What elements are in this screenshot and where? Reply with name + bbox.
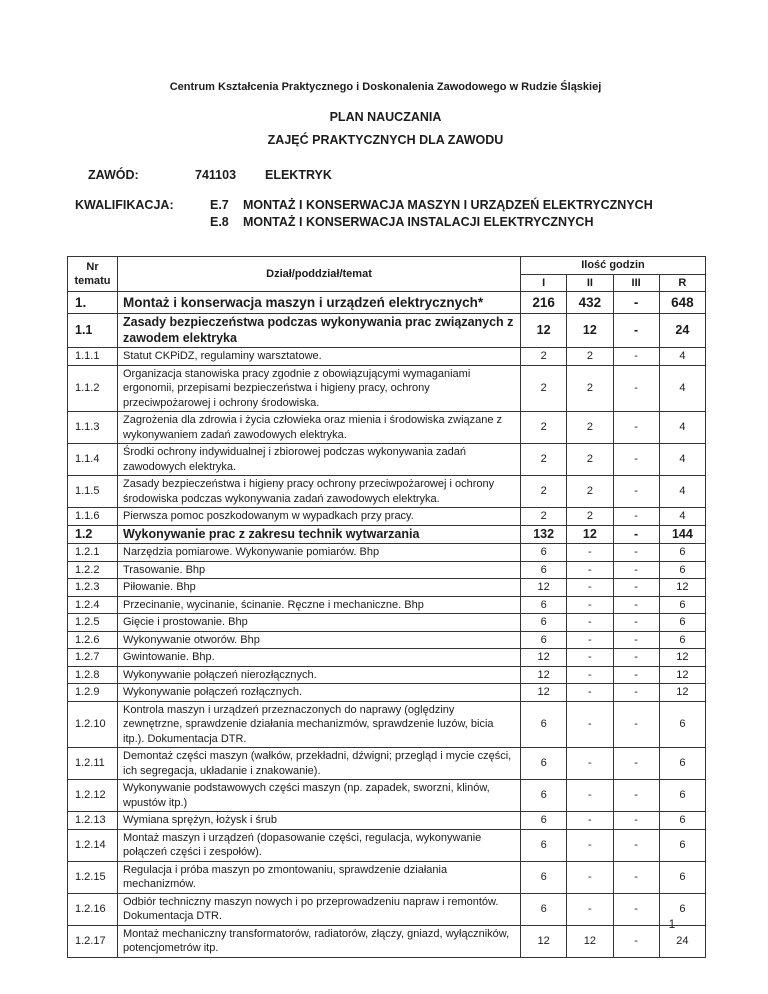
- row-hours-total: 4: [659, 412, 705, 444]
- row-nr: 1.1.6: [68, 508, 118, 526]
- row-hours-sem2: 12: [567, 314, 613, 348]
- row-hours-sem2: -: [567, 812, 613, 830]
- row-nr: 1.2.9: [68, 684, 118, 702]
- row-hours-sem3: -: [613, 314, 659, 348]
- row-hours-total: 6: [659, 544, 705, 562]
- table-row: [68, 893, 706, 925]
- institution-name: Centrum Kształcenia Praktycznego i Doskonalenia Zawodowego w Rudzie Śląskiej: [169, 81, 602, 93]
- profession-name: ELEKTRYK: [265, 168, 332, 182]
- row-hours-sem3: -: [613, 365, 659, 412]
- row-topic: Wykonywanie połączeń nierozłącznych.: [118, 666, 521, 684]
- row-topic: Kontrola maszyn i urządzeń przeznaczonych do naprawy (oględziny zewnętrzne, sprawdzenie działania mechanizmów, sprawdzenie luzów, bicia itp.). Dokumentacja DTR.: [118, 701, 521, 748]
- table-row: [68, 444, 706, 476]
- row-hours-total: 6: [659, 780, 705, 812]
- table-row: [68, 631, 706, 649]
- row-hours-sem1: 6: [521, 812, 567, 830]
- row-topic: Wykonywanie prac z zakresu technik wytwarzania: [118, 525, 521, 544]
- row-topic: Narzędzia pomiarowe. Wykonywanie pomiarów. Bhp: [118, 544, 521, 562]
- profession-line: [88, 168, 332, 182]
- row-nr: 1.2.1: [68, 544, 118, 562]
- row-hours-sem3: -: [613, 829, 659, 861]
- row-hours-sem1: 12: [521, 579, 567, 597]
- row-hours-sem2: -: [567, 701, 613, 748]
- row-hours-sem3: -: [613, 596, 659, 614]
- row-topic: Piłowanie. Bhp: [118, 579, 521, 597]
- row-hours-total: 4: [659, 508, 705, 526]
- row-nr: 1.2.11: [68, 748, 118, 780]
- row-hours-sem1: 6: [521, 893, 567, 925]
- qualification-code: E.8: [210, 215, 229, 229]
- row-hours-sem1: 12: [521, 925, 567, 957]
- row-hours-sem1: 6: [521, 631, 567, 649]
- row-topic: Środki ochrony indywidualnej i zbiorowej podczas wykonywania zadań zawodowych elektryka.: [118, 444, 521, 476]
- row-hours-total: 4: [659, 444, 705, 476]
- row-nr: 1.1.5: [68, 476, 118, 508]
- table-row: [68, 614, 706, 632]
- row-nr: 1.2.10: [68, 701, 118, 748]
- row-topic: Pierwsza pomoc poszkodowanym w wypadkach przy pracy.: [118, 508, 521, 526]
- row-hours-sem3: -: [613, 701, 659, 748]
- row-nr: 1.2.6: [68, 631, 118, 649]
- row-hours-total: 6: [659, 701, 705, 748]
- table-row: [68, 684, 706, 702]
- row-hours-sem2: -: [567, 649, 613, 667]
- row-nr: 1.2.2: [68, 561, 118, 579]
- row-topic: Wykonywanie połączeń rozłącznych.: [118, 684, 521, 702]
- row-topic: Regulacja i próba maszyn po zmontowaniu, sprawdzenie działania mechanizmów.: [118, 861, 521, 893]
- row-hours-sem2: -: [567, 579, 613, 597]
- table-row: [68, 561, 706, 579]
- row-nr: 1.2.13: [68, 812, 118, 830]
- row-hours-total: 12: [659, 579, 705, 597]
- table-row: [68, 348, 706, 366]
- row-topic: Zasady bezpieczeństwa i higieny pracy ochrony przeciwpożarowej i ochrony środowiska podczas wykonywania zadań zawodowych elektryka.: [118, 476, 521, 508]
- row-hours-sem1: 2: [521, 365, 567, 412]
- row-topic: Zagrożenia dla zdrowia i życia człowieka oraz mienia i środowiska związane z wykonywaniem zadań zawodowych elektryka.: [118, 412, 521, 444]
- row-hours-sem3: -: [613, 508, 659, 526]
- table-row: [68, 365, 706, 412]
- row-nr: 1.2.15: [68, 861, 118, 893]
- row-hours-sem2: 2: [567, 348, 613, 366]
- row-hours-sem3: -: [613, 348, 659, 366]
- row-hours-sem2: -: [567, 631, 613, 649]
- row-hours-total: 6: [659, 631, 705, 649]
- row-hours-sem1: 6: [521, 829, 567, 861]
- table-row: [68, 579, 706, 597]
- row-hours-sem2: -: [567, 684, 613, 702]
- row-hours-sem2: 2: [567, 365, 613, 412]
- plan-table: [67, 256, 706, 958]
- row-nr: 1.2.12: [68, 780, 118, 812]
- row-hours-sem3: -: [613, 748, 659, 780]
- row-hours-total: 6: [659, 861, 705, 893]
- qualifications-block: [75, 198, 653, 229]
- table-row: [68, 476, 706, 508]
- row-hours-sem2: -: [567, 780, 613, 812]
- row-topic: Montaż mechaniczny transformatorów, radiatorów, złączy, gniazd, wyłączników, potencjometrów itp.: [118, 925, 521, 957]
- plan-table-body: [68, 292, 706, 958]
- row-hours-sem1: 2: [521, 508, 567, 526]
- row-hours-total: 6: [659, 829, 705, 861]
- table-row: [68, 925, 706, 957]
- row-topic: Organizacja stanowiska pracy zgodnie z obowiązującymi wymaganiami ergonomii, przepisami bezpieczeństwa i higieny pracy, ochrony przeciwpożarowej i ochrony środowiska.: [118, 365, 521, 412]
- row-nr: 1.2.4: [68, 596, 118, 614]
- row-hours-sem3: -: [613, 525, 659, 544]
- table-row: [68, 292, 706, 314]
- row-hours-total: 6: [659, 748, 705, 780]
- row-hours-sem1: 12: [521, 649, 567, 667]
- row-hours-total: 6: [659, 812, 705, 830]
- row-nr: 1.2.16: [68, 893, 118, 925]
- row-hours-sem2: 2: [567, 412, 613, 444]
- row-hours-sem2: 12: [567, 525, 613, 544]
- row-hours-sem2: -: [567, 614, 613, 632]
- row-hours-sem3: -: [613, 631, 659, 649]
- row-topic: Wykonywanie otworów. Bhp: [118, 631, 521, 649]
- row-hours-sem2: -: [567, 561, 613, 579]
- row-hours-sem1: 6: [521, 596, 567, 614]
- row-hours-sem3: -: [613, 476, 659, 508]
- row-hours-sem2: -: [567, 544, 613, 562]
- row-hours-sem1: 6: [521, 701, 567, 748]
- profession-label: ZAWÓD:: [88, 168, 139, 182]
- row-hours-sem3: -: [613, 684, 659, 702]
- row-topic: Montaż i konserwacja maszyn i urządzeń elektrycznych*: [118, 292, 521, 314]
- row-hours-sem1: 2: [521, 476, 567, 508]
- column-header-sem2: II: [567, 274, 613, 292]
- column-header-sem3: III: [613, 274, 659, 292]
- row-hours-sem1: 6: [521, 614, 567, 632]
- row-hours-sem2: -: [567, 666, 613, 684]
- row-hours-sem1: 132: [521, 525, 567, 544]
- document-title: PLAN NAUCZANIA: [329, 110, 442, 124]
- row-hours-sem1: 2: [521, 412, 567, 444]
- row-nr: 1.1.3: [68, 412, 118, 444]
- row-hours-sem3: -: [613, 444, 659, 476]
- row-hours-sem3: -: [613, 925, 659, 957]
- row-hours-sem1: 2: [521, 444, 567, 476]
- row-hours-sem3: -: [613, 649, 659, 667]
- row-nr: 1.2.17: [68, 925, 118, 957]
- row-hours-sem1: 12: [521, 684, 567, 702]
- row-nr: 1.2.5: [68, 614, 118, 632]
- row-hours-sem1: 6: [521, 748, 567, 780]
- row-hours-sem2: 432: [567, 292, 613, 314]
- row-nr: 1.1.4: [68, 444, 118, 476]
- table-row: [68, 649, 706, 667]
- table-row: [68, 525, 706, 544]
- row-nr: 1.2: [68, 525, 118, 544]
- table-row: [68, 861, 706, 893]
- row-hours-sem2: -: [567, 829, 613, 861]
- row-hours-sem2: 2: [567, 476, 613, 508]
- table-row: [68, 748, 706, 780]
- row-hours-sem1: 6: [521, 861, 567, 893]
- document-subtitle: ZAJĘĆ PRAKTYCZNYCH DLA ZAWODU: [267, 133, 504, 147]
- column-header-total: R: [659, 274, 705, 292]
- row-hours-sem1: 12: [521, 666, 567, 684]
- qualification-label: KWALIFIKACJA:: [75, 198, 174, 212]
- row-topic: Zasady bezpieczeństwa podczas wykonywania prac związanych z zawodem elektryka: [118, 314, 521, 348]
- row-hours-sem2: -: [567, 893, 613, 925]
- row-hours-total: 6: [659, 893, 705, 925]
- row-hours-total: 648: [659, 292, 705, 314]
- column-header-hours-group: Ilość godzin: [521, 257, 706, 275]
- table-row: [68, 666, 706, 684]
- row-hours-total: 4: [659, 348, 705, 366]
- row-topic: Wymiana sprężyn, łożysk i śrub: [118, 812, 521, 830]
- table-row: [68, 508, 706, 526]
- row-hours-sem1: 216: [521, 292, 567, 314]
- row-hours-sem2: -: [567, 748, 613, 780]
- row-nr: 1.: [68, 292, 118, 314]
- row-hours-sem3: -: [613, 614, 659, 632]
- row-hours-total: 6: [659, 596, 705, 614]
- profession-code: 741103: [195, 168, 237, 182]
- row-nr: 1.1.2: [68, 365, 118, 412]
- row-hours-sem3: -: [613, 812, 659, 830]
- row-hours-sem3: -: [613, 579, 659, 597]
- table-row: [68, 701, 706, 748]
- row-topic: Trasowanie. Bhp: [118, 561, 521, 579]
- row-hours-total: 144: [659, 525, 705, 544]
- row-hours-sem3: -: [613, 292, 659, 314]
- row-nr: 1.2.8: [68, 666, 118, 684]
- row-hours-sem1: 6: [521, 561, 567, 579]
- row-topic: Montaż maszyn i urządzeń (dopasowanie części, regulacja, wykonywanie połączeń części i zespołów).: [118, 829, 521, 861]
- table-row: [68, 780, 706, 812]
- row-hours-sem3: -: [613, 780, 659, 812]
- row-hours-sem3: -: [613, 666, 659, 684]
- table-row: [68, 412, 706, 444]
- qualification-name: MONTAŻ I KONSERWACJA MASZYN I URZĄDZEŃ ELEKTRYCZNYCH: [243, 198, 653, 212]
- row-hours-total: 4: [659, 476, 705, 508]
- row-nr: 1.2.7: [68, 649, 118, 667]
- page-number: 1: [668, 919, 676, 931]
- row-topic: Demontaż części maszyn (wałków, przekładni, dźwigni; przegląd i mycie części, ich segregacja, układanie i znakowanie).: [118, 748, 521, 780]
- row-hours-sem1: 6: [521, 780, 567, 812]
- qualification-code: E.7: [210, 198, 229, 212]
- table-row: [68, 314, 706, 348]
- column-header-topic: Dział/poddział/temat: [118, 257, 521, 292]
- column-header-nr: Nr tematu: [68, 257, 118, 292]
- row-hours-sem2: -: [567, 596, 613, 614]
- row-nr: 1.2.3: [68, 579, 118, 597]
- row-topic: Wykonywanie podstawowych części maszyn (np. zapadek, sworzni, klinów, wpustów itp.): [118, 780, 521, 812]
- row-hours-total: 12: [659, 649, 705, 667]
- row-hours-total: 6: [659, 614, 705, 632]
- table-row: [68, 544, 706, 562]
- row-hours-sem1: 2: [521, 348, 567, 366]
- row-hours-sem2: -: [567, 861, 613, 893]
- table-row: [68, 812, 706, 830]
- row-topic: Gwintowanie. Bhp.: [118, 649, 521, 667]
- row-topic: Odbiór techniczny maszyn nowych i po przeprowadzeniu napraw i remontów. Dokumentacja DTR.: [118, 893, 521, 925]
- row-topic: Przecinanie, wycinanie, ścinanie. Ręczne i mechaniczne. Bhp: [118, 596, 521, 614]
- row-topic: Gięcie i prostowanie. Bhp: [118, 614, 521, 632]
- row-hours-sem1: 6: [521, 544, 567, 562]
- row-hours-total: 6: [659, 561, 705, 579]
- row-hours-sem2: 2: [567, 444, 613, 476]
- row-hours-sem3: -: [613, 561, 659, 579]
- row-hours-sem3: -: [613, 412, 659, 444]
- row-hours-sem1: 12: [521, 314, 567, 348]
- qualification-name: MONTAŻ I KONSERWACJA INSTALACJI ELEKTRYCZNYCH: [243, 215, 594, 229]
- row-nr: 1.1.1: [68, 348, 118, 366]
- column-header-sem1: I: [521, 274, 567, 292]
- row-hours-total: 24: [659, 925, 705, 957]
- row-topic: Statut CKPiDZ, regulaminy warsztatowe.: [118, 348, 521, 366]
- row-hours-total: 12: [659, 684, 705, 702]
- row-hours-sem2: 12: [567, 925, 613, 957]
- row-hours-sem3: -: [613, 893, 659, 925]
- row-nr: 1.2.14: [68, 829, 118, 861]
- table-row: [68, 596, 706, 614]
- row-hours-total: 4: [659, 365, 705, 412]
- row-hours-total: 12: [659, 666, 705, 684]
- table-row: [68, 829, 706, 861]
- plan-table-header: [68, 257, 706, 292]
- row-hours-sem2: 2: [567, 508, 613, 526]
- row-hours-sem3: -: [613, 861, 659, 893]
- row-hours-total: 24: [659, 314, 705, 348]
- row-nr: 1.1: [68, 314, 118, 348]
- row-hours-sem3: -: [613, 544, 659, 562]
